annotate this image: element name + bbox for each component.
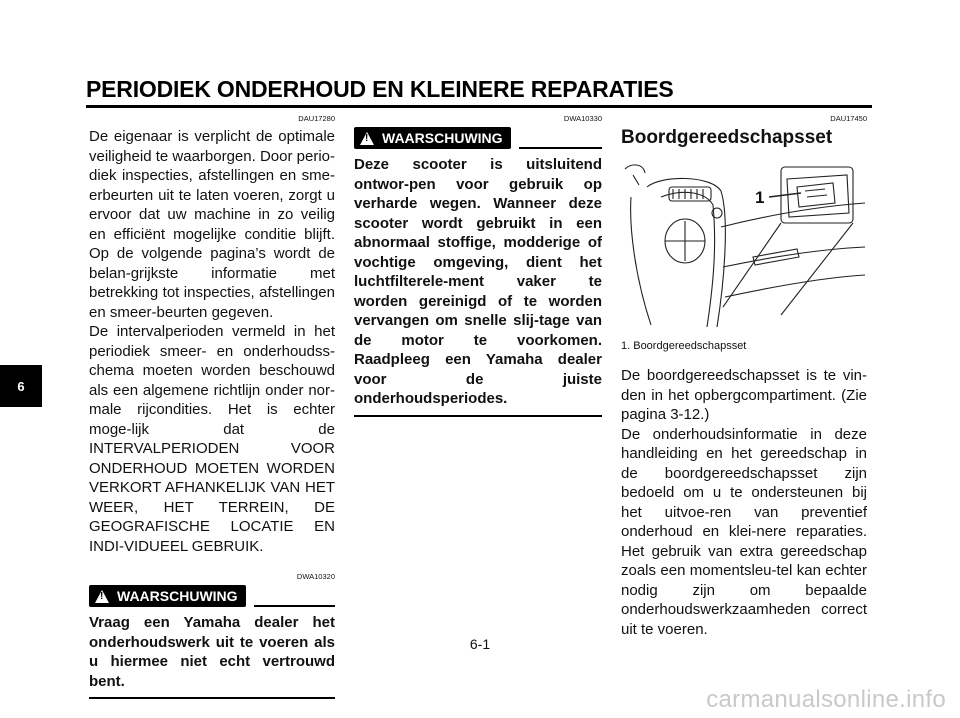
warning-badge: [354, 127, 511, 149]
warning-badge: [89, 585, 246, 607]
warning-text: Deze scooter is uitsluitend ontwor-pen voor gebruik op verharde wegen. Wanneer deze scooter wordt gebruikt in een abnormaal stoffige, modderige of vochtige omgeving, dient het luchtfilterele-ment vaker te worden gereinigd of te worden vervangen om snelle slij-tage van de motor te voorkomen. Raadpleeg een Yamaha dealer voor de juiste onderhoudsperiodes.: [354, 155, 602, 417]
toolkit-location-paragraph: De boordgereedschapsset is te vin-den in het opbergcompartiment. (Zie pagina 3-12.): [621, 367, 867, 423]
warning-code: DWA10330: [563, 114, 602, 123]
watermark-text: carmanualsonline.info: [706, 686, 946, 713]
warning-triangle-icon: !: [95, 590, 109, 603]
section-title: Boordgereedschapsset: [621, 127, 833, 148]
warning-text: Vraag een Yamaha dealer het onderhoudswerk uit te voeren als u hiermee niet echt vertrouwd bent.: [89, 613, 335, 699]
header-rule: [86, 105, 872, 108]
section-code: DAU17450: [830, 114, 867, 123]
intro-paragraph: De eigenaar is verplicht de optimale veiligheid te waarborgen. Door perio-diek inspecties, afstellingen en sme-erbeurten uit te laten voeren, zorgt u ervoor dat uw machine in zo veilig en efficiënt mogelijke conditie blijft. Op de volgende pagina’s wordt de belan-grijkste informatie met betrekking tot inspecties, afstellingen en smeer-beurten gegeven.: [89, 128, 335, 321]
figure-caption: 1. Boordgereedschapsset: [621, 340, 747, 352]
interval-paragraph: De intervalperioden vermeld in het periodiek smeer- en onderhoudss-chema moeten worden beschouwd als een algemene richtlijn onder nor-male rijcondities. Het is echter moge-lijk dat de INTERVALPERIODEN VOOR ONDERHOUD MOETEN WORDEN VERKORT AFHANKELIJK VAN HET WEER, HET TERREIN, DE GEOGRAFISCHE LOCATIE EN INDI-VIDUEEL GEBRUIK.: [89, 323, 335, 555]
warning-header: [89, 585, 335, 607]
page-header-title: PERIODIEK ONDERHOUD EN KLEINERE REPARATIES: [86, 76, 674, 102]
section-code: DAU17280: [298, 114, 335, 123]
warning-triangle-icon: !: [360, 132, 374, 145]
column-left: [89, 114, 335, 699]
warning-label: WAARSCHUWING: [382, 130, 503, 146]
warning-label: WAARSCHUWING: [117, 588, 238, 604]
toolkit-usage-paragraph: De onderhoudsinformatie in deze handleiding en het gereedschap in de boordgereedschapsset zijn bedoeld om u te ondersteunen bij het uitvoe-ren van preventief onderhoud en klei-nere reparaties. Het gebruik van extra gereedschap zoals een momentsleu-tel kan echter nodig zijn om bepaalde onderhoudswerkzaamheden correct uit te voeren.: [621, 425, 867, 638]
warning-header: [354, 127, 602, 149]
warning-rule: [254, 605, 335, 607]
column-middle: [354, 114, 602, 417]
warning-rule: [519, 147, 602, 149]
warning-code: DWA10320: [296, 572, 335, 581]
figure-callout-number: 1: [755, 188, 765, 207]
scooter-toolkit-illustration: [621, 157, 867, 329]
page-number: 6-1: [469, 636, 491, 652]
chapter-tab: 6: [0, 365, 42, 407]
column-right: [621, 114, 867, 639]
